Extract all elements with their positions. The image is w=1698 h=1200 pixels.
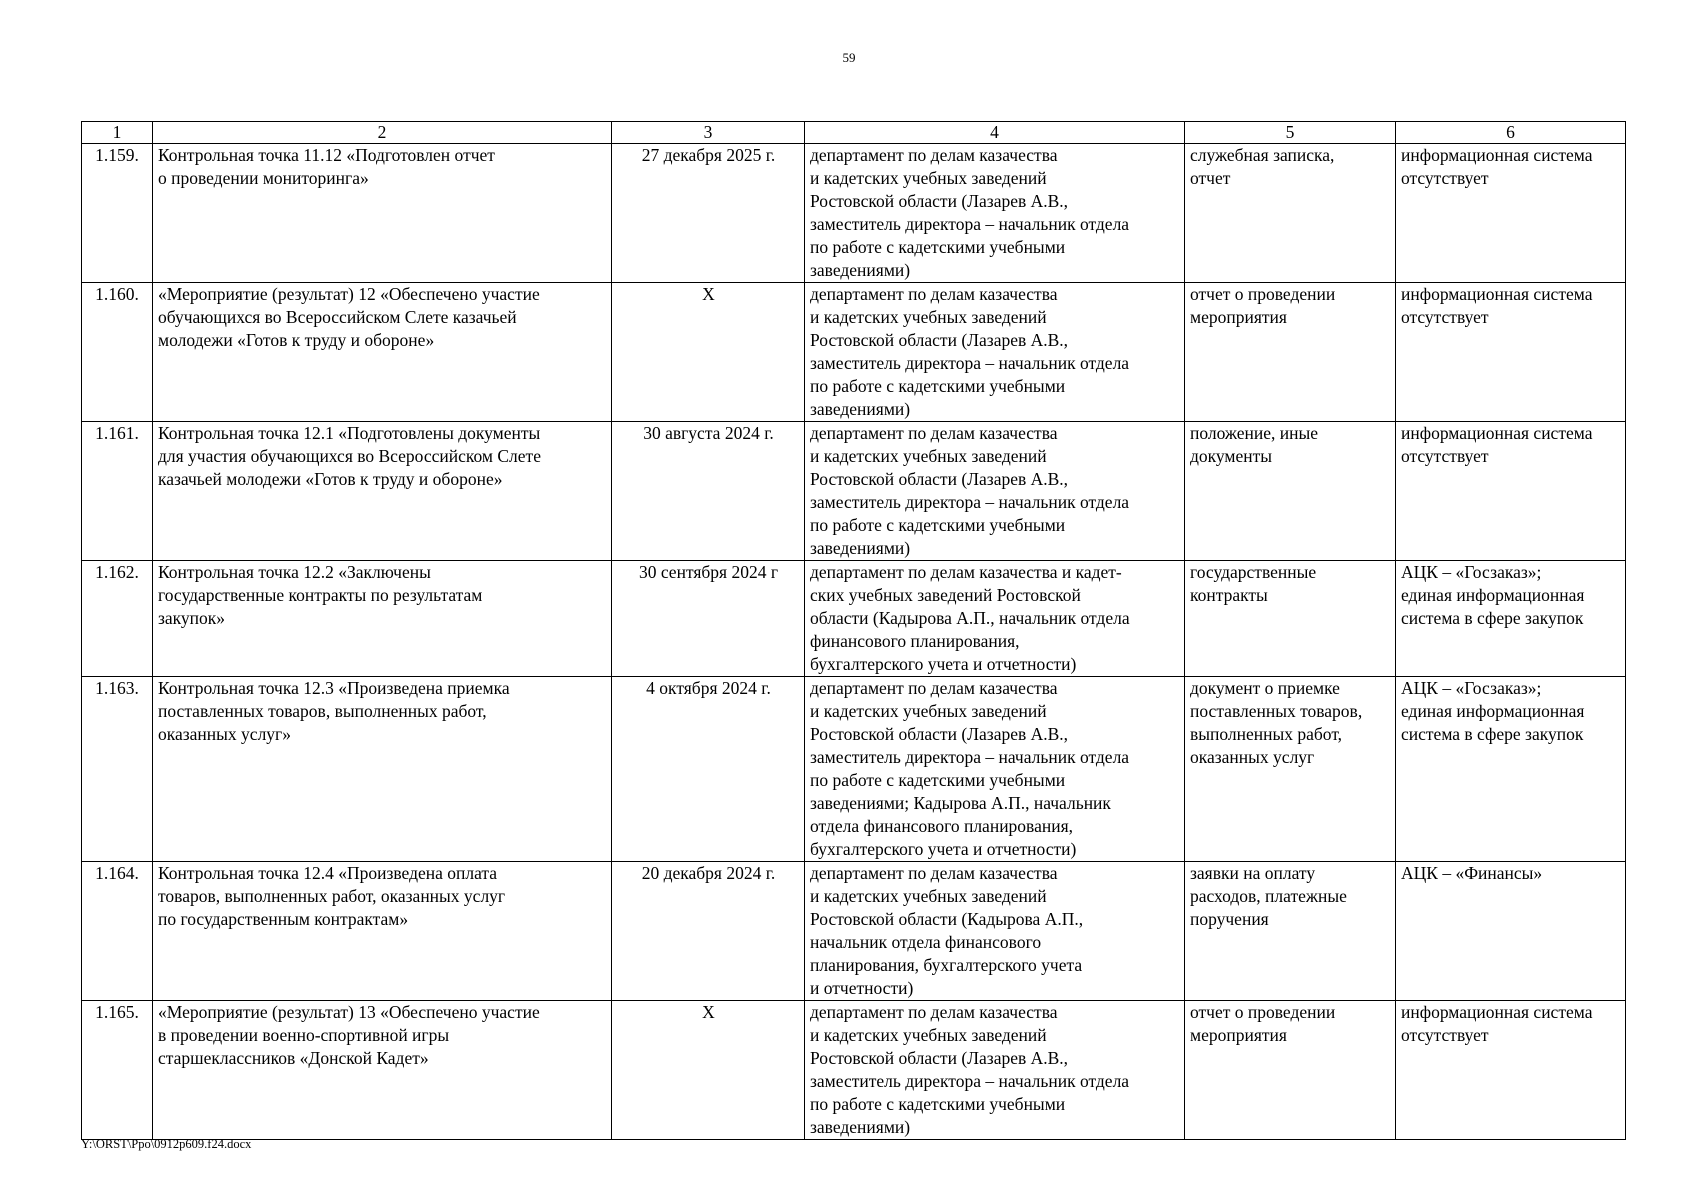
row-name: Контрольная точка 11.12 «Подготовлен отчет о проведении мониторинга» — [153, 144, 612, 283]
column-header: 4 — [805, 122, 1185, 144]
plan-table — [81, 121, 1626, 1140]
row-system: АЦК – «Госзаказ»; единая информационная система в сфере закупок — [1396, 677, 1626, 862]
row-responsible: департамент по делам казачества и кадетских учебных заведений Ростовской области (Лазарев А.В., заместитель директора – начальник отдела по работе с кадетскими учебными заведениями; Кадырова А.П., начальник отдела финансового планирования, бухгалтерского учета и отчетности) — [805, 677, 1185, 862]
row-responsible: департамент по делам казачества и кадетских учебных заведений Ростовской области (Кадырова А.П., начальник отдела финансового планирования, бухгалтерского учета и отчетности) — [805, 862, 1185, 1001]
row-number: 1.164. — [82, 862, 153, 1001]
table-row — [82, 422, 1626, 561]
row-document: отчет о проведении мероприятия — [1185, 283, 1396, 422]
column-header: 3 — [612, 122, 805, 144]
row-document: отчет о проведении мероприятия — [1185, 1001, 1396, 1140]
row-name: Контрольная точка 12.2 «Заключены государственные контракты по результатам закупок» — [153, 561, 612, 677]
row-name: Контрольная точка 12.1 «Подготовлены документы для участия обучающихся во Всероссийском Слете казачьей молодежи «Готов к труду и обороне» — [153, 422, 612, 561]
row-date: 20 декабря 2024 г. — [612, 862, 805, 1001]
row-system: информационная система отсутствует — [1396, 1001, 1626, 1140]
table-row — [82, 862, 1626, 1001]
column-header: 5 — [1185, 122, 1396, 144]
row-responsible: департамент по делам казачества и кадетских учебных заведений Ростовской области (Лазарев А.В., заместитель директора – начальник отдела по работе с кадетскими учебными заведениями) — [805, 283, 1185, 422]
row-date: 27 декабря 2025 г. — [612, 144, 805, 283]
page-number: 59 — [842, 50, 856, 65]
row-number: 1.165. — [82, 1001, 153, 1140]
row-responsible: департамент по делам казачества и кадет- ских учебных заведений Ростовской области (Кадырова А.П., начальник отдела финансового планирования, бухгалтерского учета и отчетности) — [805, 561, 1185, 677]
column-header: 6 — [1396, 122, 1626, 144]
row-date: 30 августа 2024 г. — [612, 422, 805, 561]
row-responsible: департамент по делам казачества и кадетских учебных заведений Ростовской области (Лазарев А.В., заместитель директора – начальник отдела по работе с кадетскими учебными заведениями) — [805, 144, 1185, 283]
row-document: заявки на оплату расходов, платежные поручения — [1185, 862, 1396, 1001]
row-system: информационная система отсутствует — [1396, 283, 1626, 422]
table-row — [82, 1001, 1626, 1140]
row-number: 1.161. — [82, 422, 153, 561]
row-document: положение, иные документы — [1185, 422, 1396, 561]
row-name: Контрольная точка 12.3 «Произведена приемка поставленных товаров, выполненных работ, оказанных услуг» — [153, 677, 612, 862]
row-responsible: департамент по делам казачества и кадетских учебных заведений Ростовской области (Лазарев А.В., заместитель директора – начальник отдела по работе с кадетскими учебными заведениями) — [805, 1001, 1185, 1140]
table-row — [82, 144, 1626, 283]
file-path-footer: Y:\ORST\Ppo\0912p609.f24.docx — [81, 1137, 252, 1151]
row-system: АЦК – «Госзаказ»; единая информационная система в сфере закупок — [1396, 561, 1626, 677]
row-system: АЦК – «Финансы» — [1396, 862, 1626, 1001]
row-date: Х — [612, 1001, 805, 1140]
table-row — [82, 561, 1626, 677]
row-name: Контрольная точка 12.4 «Произведена оплата товаров, выполненных работ, оказанных услуг по государственным контрактам» — [153, 862, 612, 1001]
row-number: 1.160. — [82, 283, 153, 422]
row-number: 1.163. — [82, 677, 153, 862]
row-date: Х — [612, 283, 805, 422]
row-responsible: департамент по делам казачества и кадетских учебных заведений Ростовской области (Лазарев А.В., заместитель директора – начальник отдела по работе с кадетскими учебными заведениями) — [805, 422, 1185, 561]
row-system: информационная система отсутствует — [1396, 422, 1626, 561]
row-document: документ о приемке поставленных товаров, выполненных работ, оказанных услуг — [1185, 677, 1396, 862]
row-date: 4 октября 2024 г. — [612, 677, 805, 862]
column-header: 2 — [153, 122, 612, 144]
row-document: государственные контракты — [1185, 561, 1396, 677]
row-system: информационная система отсутствует — [1396, 144, 1626, 283]
row-number: 1.162. — [82, 561, 153, 677]
table-row — [82, 677, 1626, 862]
row-name: «Мероприятие (результат) 12 «Обеспечено участие обучающихся во Всероссийском Слете казачьей молодежи «Готов к труду и обороне» — [153, 283, 612, 422]
row-name: «Мероприятие (результат) 13 «Обеспечено участие в проведении военно-спортивной игры старшеклассников «Донской Кадет» — [153, 1001, 612, 1140]
row-document: служебная записка, отчет — [1185, 144, 1396, 283]
column-header: 1 — [82, 122, 153, 144]
row-number: 1.159. — [82, 144, 153, 283]
table-row — [82, 283, 1626, 422]
table-header-row — [82, 122, 1626, 144]
row-date: 30 сентября 2024 г — [612, 561, 805, 677]
